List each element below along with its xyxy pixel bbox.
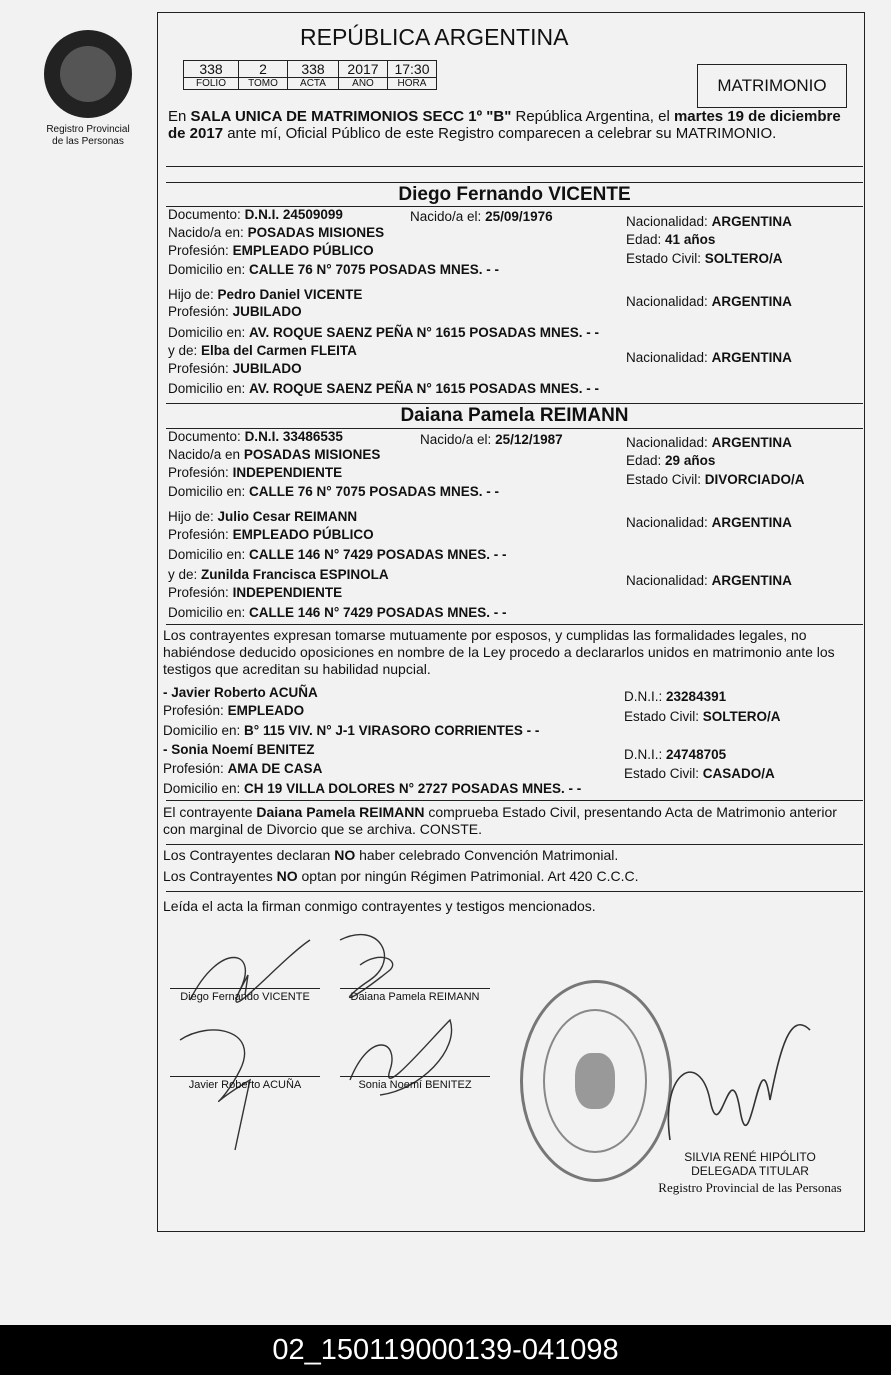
- bride-age: Edad: 29 años: [626, 453, 716, 468]
- divider: [166, 844, 863, 845]
- groom-name: Diego Fernando VICENTE: [398, 184, 631, 205]
- bride-birthdate: Nacido/a el: 25/12/1987: [420, 432, 563, 447]
- groom-age: Edad: 41 años: [626, 232, 716, 247]
- bride-mother-profession: Profesión: INDEPENDIENTE: [168, 585, 343, 600]
- bride-address: Domicilio en: CALLE 76 N° 7075 POSADAS MNES. - -: [168, 484, 500, 499]
- groom-mother: y de: Elba del Carmen FLEITA: [168, 343, 357, 358]
- logo-line1: Registro Provincial: [46, 124, 130, 135]
- groom-nationality: Nacionalidad: ARGENTINA: [626, 214, 792, 229]
- bride-mother-nationality: Nacionalidad: ARGENTINA: [626, 573, 792, 588]
- groom-father: Hijo de: Pedro Daniel VICENTE: [168, 287, 363, 302]
- signature-bride: Daiana Pamela REIMANN: [340, 988, 490, 1003]
- divider: [166, 800, 863, 801]
- declaration-text: Los contrayentes expresan tomarse mutuamente por esposos, y cumplidas las formalidades legales, no habiéndose deducido oposiciones en nombre de la Ley procedo a declararlos unidos en matrimonio ante los testigos que acreditan su habilidad nupcial.: [163, 627, 835, 677]
- witness1-name: - Javier Roberto ACUÑA: [163, 685, 318, 700]
- read-statement: Leída el acta la firman conmigo contrayentes y testigos mencionados.: [163, 898, 596, 914]
- acta-value: 338: [288, 61, 339, 78]
- groom-father-profession: Profesión: JUBILADO: [168, 304, 302, 319]
- officer-org: Registro Provincial de las Personas: [658, 1180, 842, 1195]
- intro-paragraph: En SALA UNICA DE MATRIMONIOS SECC 1º "B" República Argentina, el martes 19 de diciembre de 2017 ante mí, Oficial Público de este Registro comparecen a celebrar su MATRIMONIO.: [168, 108, 841, 142]
- hora-label: HORA: [388, 78, 437, 90]
- groom-father-address: Domicilio en: AV. ROQUE SAENZ PEÑA N° 1615 POSADAS MNES. - -: [168, 325, 600, 340]
- officer-name: SILVIA RENÉ HIPÓLITO: [684, 1150, 816, 1164]
- witness2-address: Domicilio en: CH 19 VILLA DOLORES N° 2727 POSADAS MNES. - -: [163, 781, 582, 796]
- bride-mother: y de: Zunilda Francisca ESPINOLA: [168, 567, 389, 582]
- groom-document: Documento: D.N.I. 24509099: [168, 207, 343, 222]
- groom-birthplace: Nacido/a en: POSADAS MISIONES: [168, 225, 385, 240]
- divider: [166, 182, 863, 183]
- witness1-civil-status: Estado Civil: SOLTERO/A: [624, 709, 781, 724]
- bride-father: Hijo de: Julio Cesar REIMANN: [168, 509, 358, 524]
- groom-mother-profession: Profesión: JUBILADO: [168, 361, 302, 376]
- groom-mother-nationality: Nacionalidad: ARGENTINA: [626, 350, 792, 365]
- registry-logo: [38, 30, 138, 148]
- anio-value: 2017: [339, 61, 388, 78]
- acta-label: ACTA: [288, 78, 339, 90]
- tomo-value: 2: [239, 61, 288, 78]
- groom-father-nationality: Nacionalidad: ARGENTINA: [626, 294, 792, 309]
- divider: [166, 403, 863, 404]
- signature-witness2: Sonia Noemí BENITEZ: [340, 1076, 490, 1091]
- witness1-profession: Profesión: EMPLEADO: [163, 703, 305, 718]
- reference-table: [183, 60, 437, 90]
- groom-civil-status: Estado Civil: SOLTERO/A: [626, 251, 783, 266]
- witness2-civil-status: Estado Civil: CASADO/A: [624, 766, 775, 781]
- groom-mother-address: Domicilio en: AV. ROQUE SAENZ PEÑA N° 1615 POSADAS MNES. - -: [168, 381, 600, 396]
- bride-mother-address: Domicilio en: CALLE 146 N° 7429 POSADAS MNES. - -: [168, 605, 507, 620]
- page-title: REPÚBLICA ARGENTINA: [300, 24, 569, 50]
- hora-value: 17:30: [388, 61, 437, 78]
- bride-nationality: Nacionalidad: ARGENTINA: [626, 435, 792, 450]
- witness2-name: - Sonia Noemí BENITEZ: [163, 742, 315, 757]
- folio-value: 338: [184, 61, 239, 78]
- witness2-profession: Profesión: AMA DE CASA: [163, 761, 323, 776]
- bride-document: Documento: D.N.I. 33486535: [168, 429, 343, 444]
- bride-profession: Profesión: INDEPENDIENTE: [168, 465, 343, 480]
- folio-label: FOLIO: [184, 78, 239, 90]
- witness2-dni: D.N.I.: 24748705: [624, 747, 727, 762]
- record-type-box: MATRIMONIO: [697, 64, 847, 108]
- anio-label: AÑO: [339, 78, 388, 90]
- document-code: 02_150119000139-041098: [0, 1325, 891, 1375]
- divider: [166, 624, 863, 625]
- bride-name: Daiana Pamela REIMANN: [400, 405, 629, 426]
- logo-line2: de las Personas: [52, 136, 124, 147]
- divider: [166, 166, 863, 167]
- divorce-note: El contrayente Daiana Pamela REIMANN comprueba Estado Civil, presentando Acta de Matrimonio anterior con marginal de Divorcio que se archiva. CONSTE.: [163, 804, 837, 837]
- misiones-seal-icon: [44, 30, 132, 118]
- convention-line: Los Contrayentes declaran NO haber celebrado Convención Matrimonial.: [163, 847, 619, 863]
- signature-witness1: Javier Roberto ACUÑA: [170, 1076, 320, 1091]
- bride-father-address: Domicilio en: CALLE 146 N° 7429 POSADAS MNES. - -: [168, 547, 507, 562]
- bride-father-nationality: Nacionalidad: ARGENTINA: [626, 515, 792, 530]
- bride-father-profession: Profesión: EMPLEADO PÚBLICO: [168, 527, 374, 542]
- witness1-address: Domicilio en: B° 115 VIV. N° J-1 VIRASORO CORRIENTES - -: [163, 723, 540, 738]
- groom-profession: Profesión: EMPLEADO PÚBLICO: [168, 243, 374, 258]
- bride-civil-status: Estado Civil: DIVORCIADO/A: [626, 472, 805, 487]
- witness1-dni: D.N.I.: 23284391: [624, 689, 727, 704]
- bride-birthplace: Nacido/a en POSADAS MISIONES: [168, 447, 381, 462]
- signature-groom: Diego Fernando VICENTE: [170, 988, 320, 1003]
- divider: [166, 891, 863, 892]
- handwritten-signatures: [150, 920, 510, 1170]
- regime-line: Los Contrayentes NO optan por ningún Régimen Patrimonial. Art 420 C.C.C.: [163, 868, 639, 884]
- officer-role: DELEGADA TITULAR: [691, 1164, 809, 1178]
- groom-address: Domicilio en: CALLE 76 N° 7075 POSADAS MNES. - -: [168, 262, 500, 277]
- groom-birthdate: Nacido/a el: 25/09/1976: [410, 209, 553, 224]
- tomo-label: TOMO: [239, 78, 288, 90]
